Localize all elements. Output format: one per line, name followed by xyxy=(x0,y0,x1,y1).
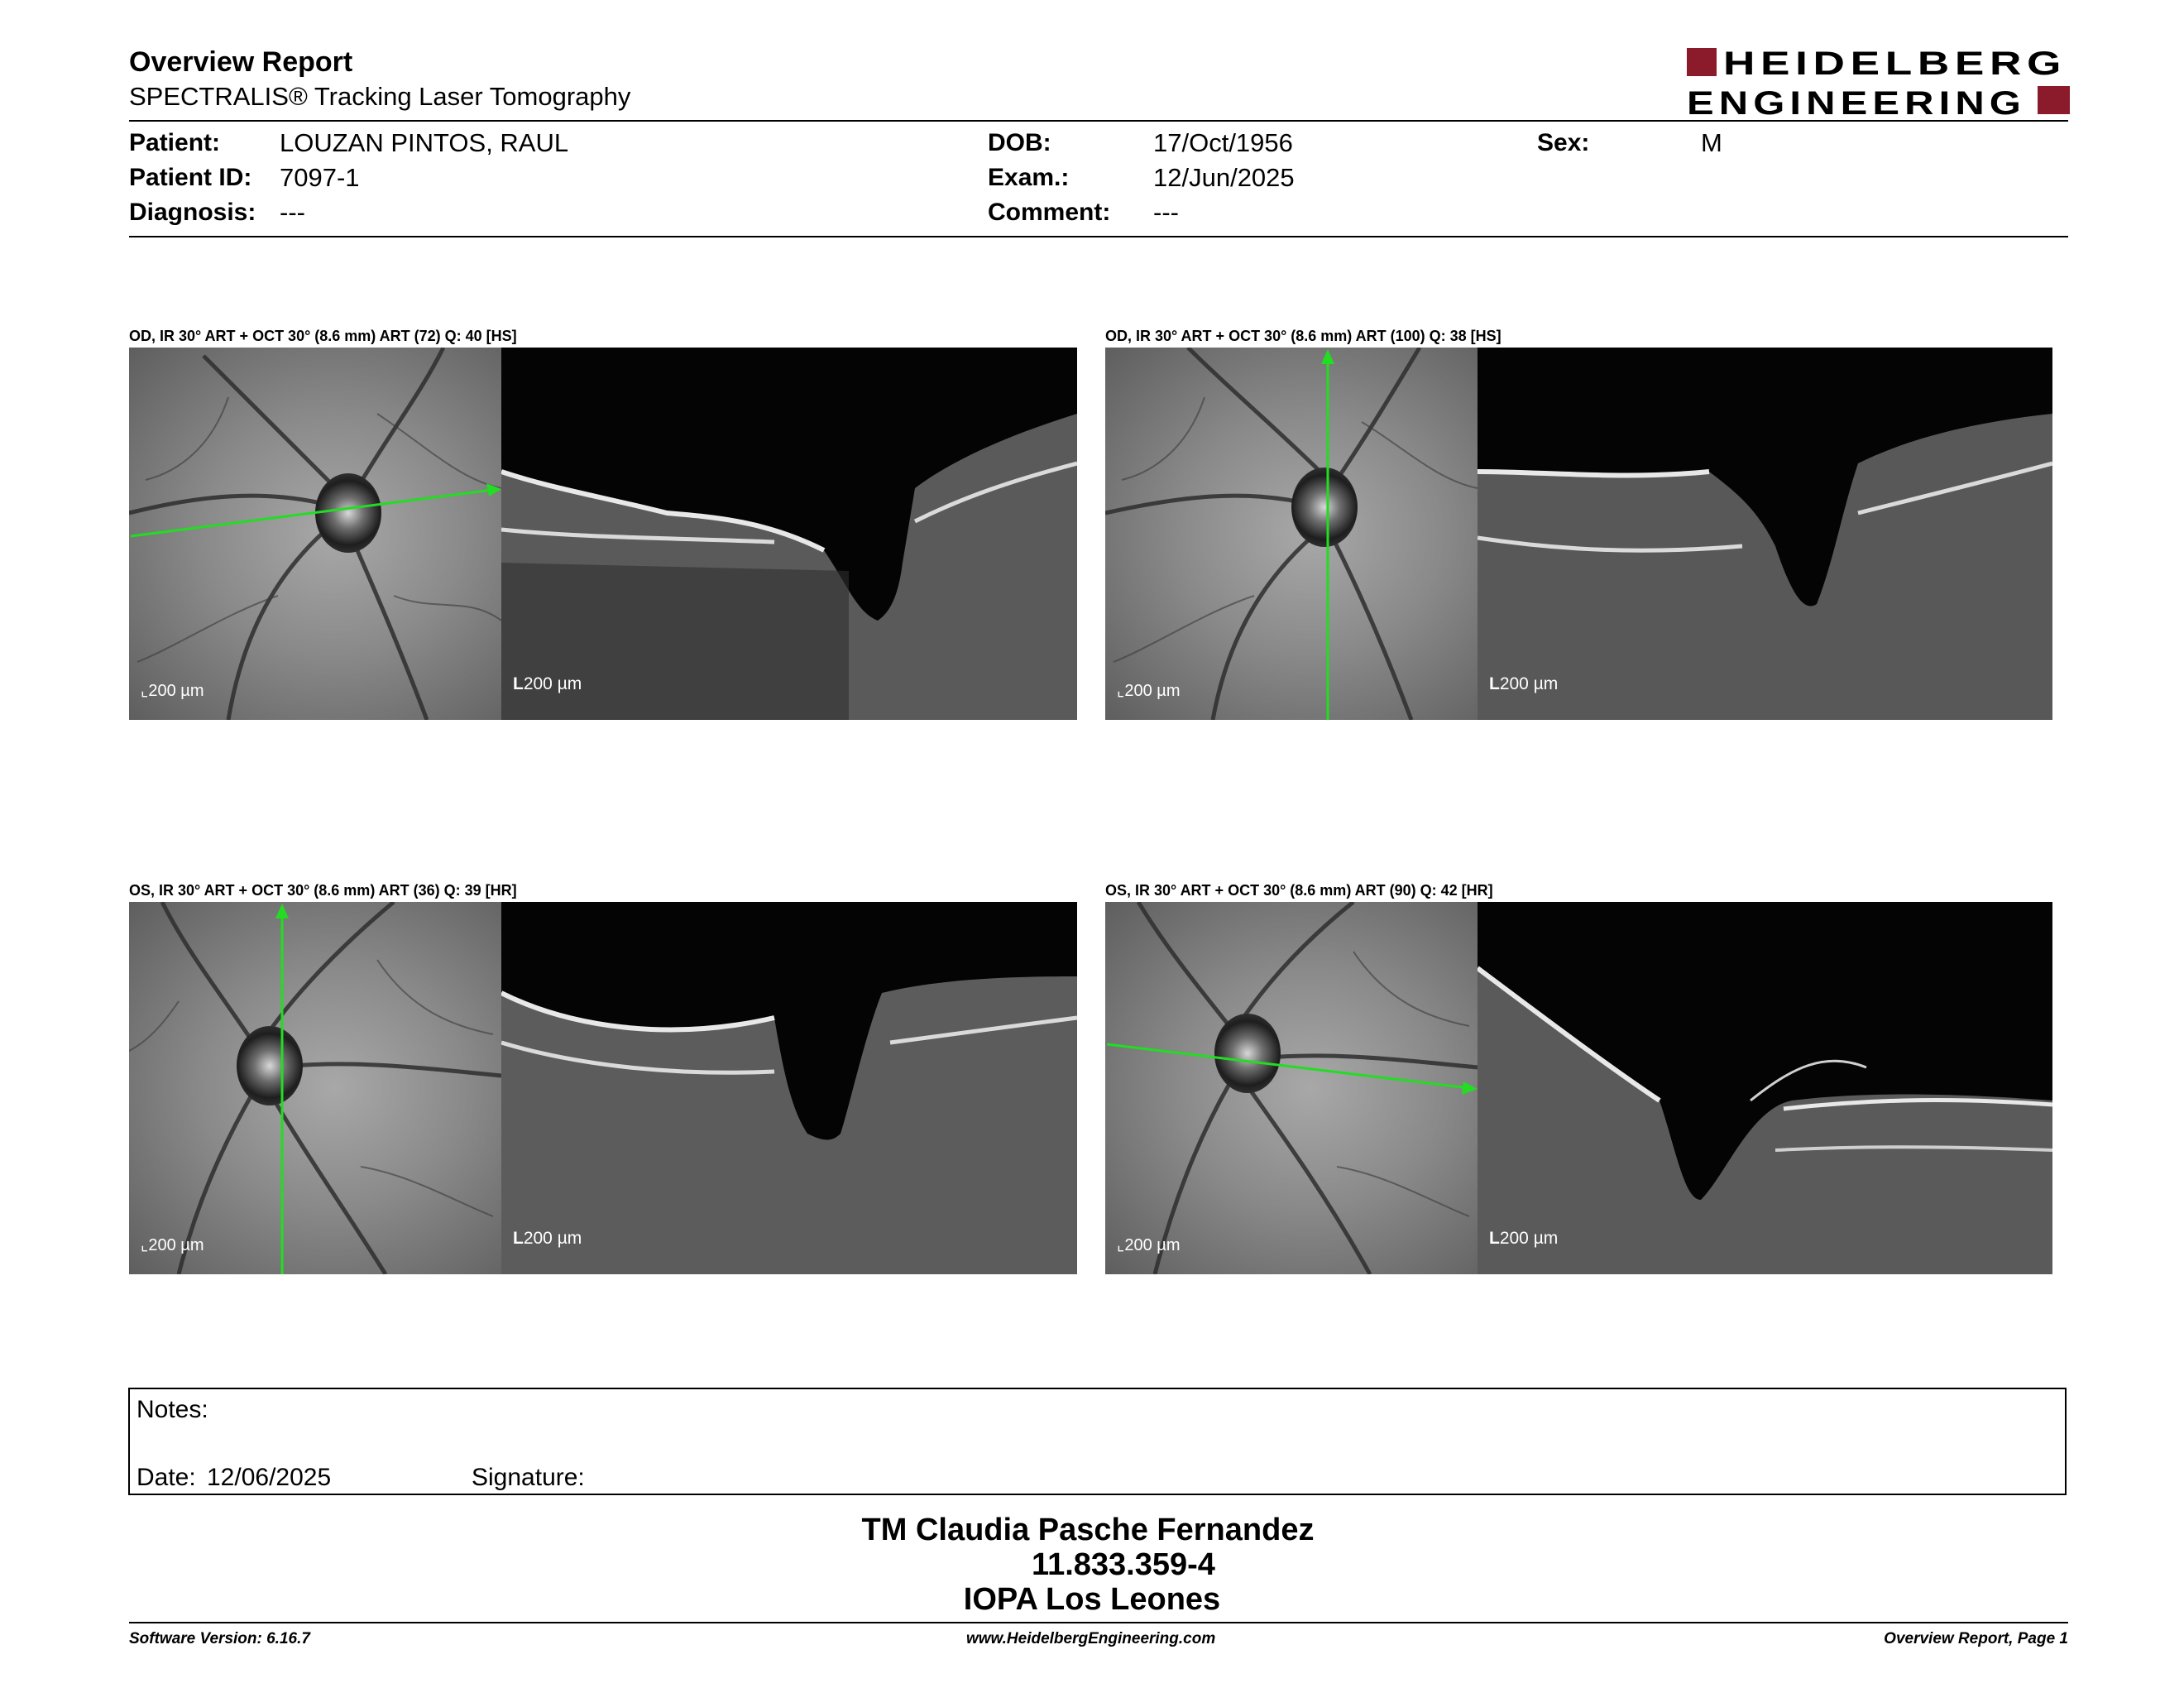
footer-divider xyxy=(129,1622,2068,1623)
oct-bscan-image xyxy=(1478,902,2052,1274)
fundus-scale-label: ⌞200 µm xyxy=(1117,1236,1181,1254)
date-label: Date: xyxy=(136,1464,196,1491)
panel-caption: OD, IR 30° ART + OCT 30° (8.6 mm) ART (72) Q: 40 [HS] xyxy=(129,328,517,344)
patient-divider xyxy=(129,236,2068,237)
exam-value: 12/Jun/2025 xyxy=(1153,163,1295,192)
scan-line-arrow xyxy=(129,348,501,720)
heidelberg-engineering-logo xyxy=(1687,45,2070,119)
oct-bscan-image xyxy=(1478,348,2052,720)
scan-line-arrow xyxy=(1105,902,1478,1274)
patient-id-label: Patient ID: xyxy=(129,164,252,191)
fundus-image xyxy=(1105,902,1478,1274)
software-version: Software Version: 6.16.7 xyxy=(129,1630,310,1647)
fundus-scale-label: ⌞200 µm xyxy=(141,1236,204,1254)
report-title: Overview Report xyxy=(129,46,353,78)
oct-scale-label: L200 µm xyxy=(513,674,582,693)
header-divider xyxy=(129,120,2068,122)
page-indicator: Overview Report, Page 1 xyxy=(1884,1630,2068,1647)
sex-value: M xyxy=(1701,128,1722,157)
fundus-image xyxy=(1105,348,1478,720)
date-value: 12/06/2025 xyxy=(207,1464,332,1491)
patient-name: LOUZAN PINTOS, RAUL xyxy=(280,128,569,157)
oct-bscan-image xyxy=(501,348,1077,720)
signatory-institution: IOPA Los Leones xyxy=(963,1582,1221,1617)
panel-caption: OD, IR 30° ART + OCT 30° (8.6 mm) ART (100) Q: 38 [HS] xyxy=(1105,328,1502,344)
oct-scale-label: L200 µm xyxy=(1489,674,1559,693)
diagnosis-value: --- xyxy=(280,198,305,227)
svg-text:ENGINEERING: ENGINEERING xyxy=(1687,85,2026,119)
patient-id: 7097-1 xyxy=(280,163,360,192)
fundus-image xyxy=(129,348,501,720)
oct-bscan-image xyxy=(501,902,1077,1274)
exam-label: Exam.: xyxy=(988,164,1070,191)
patient-label: Patient: xyxy=(129,129,221,156)
signatory-number: 11.833.359-4 xyxy=(1032,1547,1215,1582)
comment-label: Comment: xyxy=(988,199,1111,226)
diagnosis-label: Diagnosis: xyxy=(129,199,256,226)
dob-value: 17/Oct/1956 xyxy=(1153,128,1293,157)
notes-label: Notes: xyxy=(136,1396,208,1423)
comment-value: --- xyxy=(1153,198,1179,227)
signatory-name: TM Claudia Pasche Fernandez xyxy=(861,1513,1315,1547)
fundus-scale-label: ⌞200 µm xyxy=(1117,682,1181,700)
scan-line-arrow xyxy=(1105,348,1478,720)
fundus-scale-label: ⌞200 µm xyxy=(141,682,204,700)
panel-caption: OS, IR 30° ART + OCT 30° (8.6 mm) ART (90) Q: 42 [HR] xyxy=(1105,882,1493,899)
sex-label: Sex: xyxy=(1537,129,1590,156)
panel-caption: OS, IR 30° ART + OCT 30° (8.6 mm) ART (36) Q: 39 [HR] xyxy=(129,882,517,899)
signature-label: Signature: xyxy=(472,1464,585,1491)
oct-scale-label: L200 µm xyxy=(1489,1229,1559,1248)
oct-scale-label: L200 µm xyxy=(513,1229,582,1248)
dob-label: DOB: xyxy=(988,129,1051,156)
svg-text:HEIDELBERG: HEIDELBERG xyxy=(1723,46,2067,82)
notes-box xyxy=(128,1388,2067,1495)
website-link[interactable]: www.HeidelbergEngineering.com xyxy=(966,1630,1216,1647)
fundus-image xyxy=(129,902,501,1274)
scan-line-arrow xyxy=(129,902,501,1274)
report-subtitle: SPECTRALIS® Tracking Laser Tomography xyxy=(129,82,631,111)
